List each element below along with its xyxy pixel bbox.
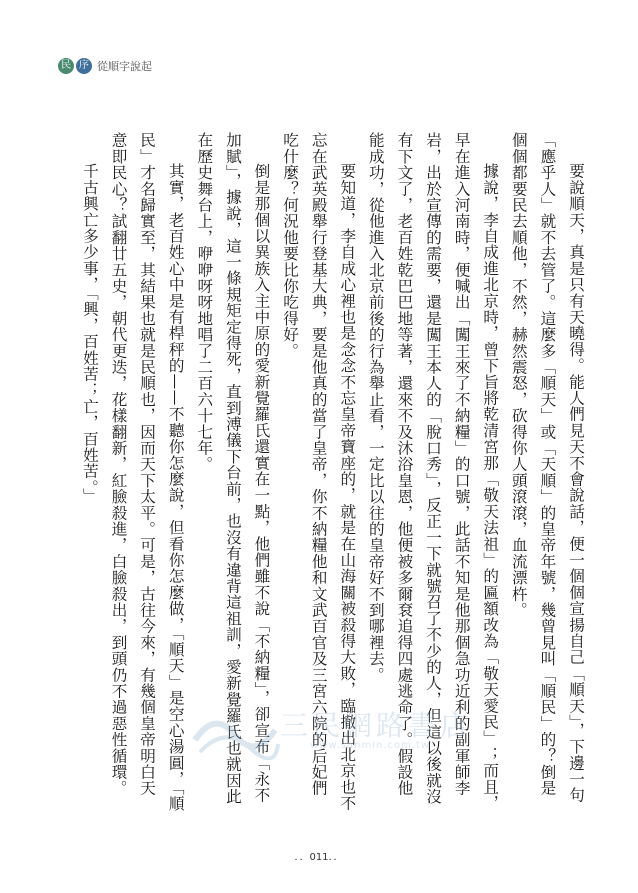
chapter-title: 從順字說起 — [97, 60, 152, 73]
paragraph-3: 要知道，李自成心裡也是念念不忘皇帝寶座的，就是在山海關被殺得大敗，臨撤出北京也不忘在武英殿舉行登基大典，要是他真的當了皇帝，你不納糧他和文武百官及三宮六院的后妃們吃什麼？何況他要比你吃得好。 — [281, 132, 357, 812]
running-header — [58, 58, 152, 74]
watermark-url: www.sanmin.com.tw — [310, 740, 431, 751]
paragraph-6: 千古興亡多少事，「興，百姓苦；亡，百姓苦。」 — [80, 163, 99, 504]
paragraph-4: 倒是那個以異族入主中原的愛新覺羅氏還實在一點，他們雖不說「不納糧」，卻宣布「永不加賦」，據說，這一條規矩定得死，直到溥儀下台前，也沒有違背這祖訓，愛新覺羅氏也就因此在歷史舞台上，咿咿呀呀地唱了二百六十七年。 — [195, 132, 271, 805]
paragraph-2: 據說，李自成進北京時，曾下旨將乾清宮那「敬天法祖」的匾額改為「敬天愛民」；而且，早在進入河南時，便喊出「闖王來了不納糧」的口號，此話不知是他那個急功近利的副軍師李岩，出於宣傳的需要，還是闖王本人的「脫口秀」，反正一下就號召了不少的人，但這以後就沒有下文了，老百姓乾巴巴地等著，還來不及沐浴皇恩，他便被多爾袞追得四處逃命了。假設他能成功，從他進入北京前後的行為舉止看，一定比以往的皇帝好不到哪裡去。 — [366, 132, 500, 812]
book-badge-min: 民 — [58, 58, 74, 74]
book-badge-xu: 序 — [76, 58, 92, 74]
watermark-text: 三民網路書店 — [280, 709, 473, 742]
body-text — [30, 132, 590, 812]
paragraph-1: 要說順天，真是只有天曉得。能人們見天不會說話，便一個個宣揚自己「順天」，下邊一句「應乎人」就不去管了。這麼多「順天」或「天順」的皇帝年號，幾曾見叫「順民」的？倒是個個都要民去順他，不然，赫然震怒，砍得你人頭滾滾，血流漂杵。 — [509, 132, 585, 804]
paragraph-5: 其實，老百姓心中是有桿秤的——不聽你怎麼說，但看你怎麼做，「順天」是空心湯圓，「順民」才名歸實至，其結果也就是民順也，因而天下太平。可是，古往今來，有幾個皇帝明白天意即民心？試翻廿五史，朝代更迭，花樣翻新，紅臉殺進，白臉殺出，到頭仍不過惡性循環。 — [109, 132, 185, 812]
page-number: ．．011．． — [294, 852, 344, 863]
